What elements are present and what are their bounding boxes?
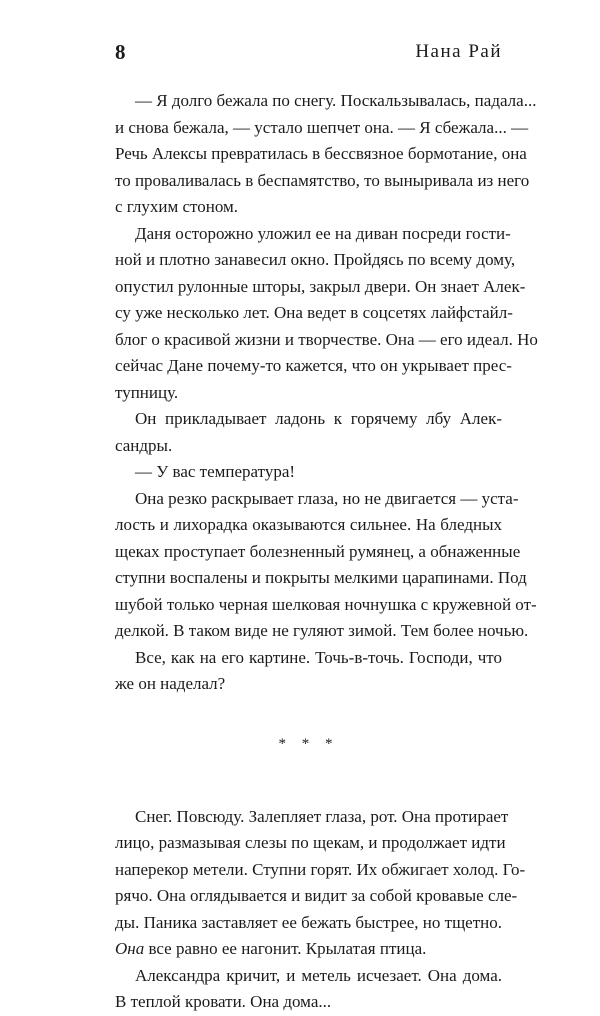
text-line: и снова бежала, — устало шепчет она. — Я сбежала... — <box>115 117 529 137</box>
text-line: Все, как на его картине. Точь-в-точь. Господи, что <box>135 647 502 667</box>
text-line: Снег. Повсюду. Залепляет глаза, рот. Она протирает <box>135 806 509 826</box>
paragraph <box>115 963 502 1016</box>
text-line: шубой только черная шелковая ночнушка с кружевной от- <box>115 594 537 614</box>
paragraph <box>115 406 502 459</box>
text-line: с глухим стоном. <box>115 197 239 216</box>
paragraph <box>115 645 502 698</box>
text-line: лицо, размазывая слезы по щекам, и продолжает идти <box>115 833 506 852</box>
text-line: ды. Паника заставляет ее бежать быстрее, но тщетно. <box>115 912 502 932</box>
text-line: сандры. <box>115 435 173 455</box>
paragraph <box>115 221 538 407</box>
text-line: щеках проступает болезненный румянец, а обнаженные <box>115 541 521 561</box>
text-line: су уже несколько лет. Она ведет в соцсетях лайфстайл- <box>115 303 513 322</box>
text-line: Он прикладывает ладонь к горячему лбу Алек- <box>135 409 502 428</box>
section-break <box>115 698 502 804</box>
text-line: ной и плотно занавесил окно. Пройдясь по всему дому, <box>115 250 516 269</box>
text-line: опустил рулонные шторы, закрыл двери. Он знает Алек- <box>115 276 526 296</box>
page-header <box>115 40 502 64</box>
text-line: ступни воспалены и покрыты мелкими царапинами. Под <box>115 568 527 587</box>
text-line: рячо. Она оглядывается и видит за собой кровавые сле- <box>115 886 518 905</box>
text-line: блог о красивой жизни и творчестве. Она — его идеал. Но <box>115 329 538 349</box>
body-text <box>115 88 538 1016</box>
text-line: же он наделал? <box>115 674 226 693</box>
text-line: — У вас температура! <box>135 462 296 481</box>
page-number: 8 <box>115 40 126 64</box>
text-line <box>115 936 502 963</box>
paragraph <box>115 88 537 221</box>
running-title: Нана Рай <box>415 41 502 62</box>
paragraph <box>115 804 526 963</box>
text-span: все равно ее нагонит. Крылатая птица. <box>144 939 427 958</box>
text-line: Она резко раскрывает глаза, но не двигается — уста- <box>135 488 519 508</box>
text-line: Александра кричит, и метель исчезает. Она дома. <box>135 965 502 985</box>
section-separator: * * * <box>278 735 339 752</box>
text-line: то проваливалась в беспамятство, то выныривала из него <box>115 170 530 190</box>
text-line: наперекор метели. Ступни горят. Их обжигает холод. Го- <box>115 859 526 879</box>
italic-word: Она <box>115 939 145 958</box>
text-line: — Я долго бежала по снегу. Поскальзывалась, падала... <box>135 91 537 110</box>
text-line: В теплой кровати. Она дома... <box>115 992 332 1011</box>
text-line: Речь Алексы превратилась в бессвязное бормотание, она <box>115 144 527 163</box>
text-line: Даня осторожно уложил ее на диван посреди гости- <box>135 223 511 243</box>
paragraph <box>115 486 537 645</box>
text-line: лость и лихорадка оказываются сильнее. На бледных <box>115 515 502 534</box>
text-line: тупницу. <box>115 382 179 402</box>
text-line: сейчас Дане почему-то кажется, что он укрывает прес- <box>115 356 512 375</box>
paragraph <box>115 459 502 486</box>
text-line: делкой. В таком виде не гуляют зимой. Тем более ночью. <box>115 621 529 640</box>
